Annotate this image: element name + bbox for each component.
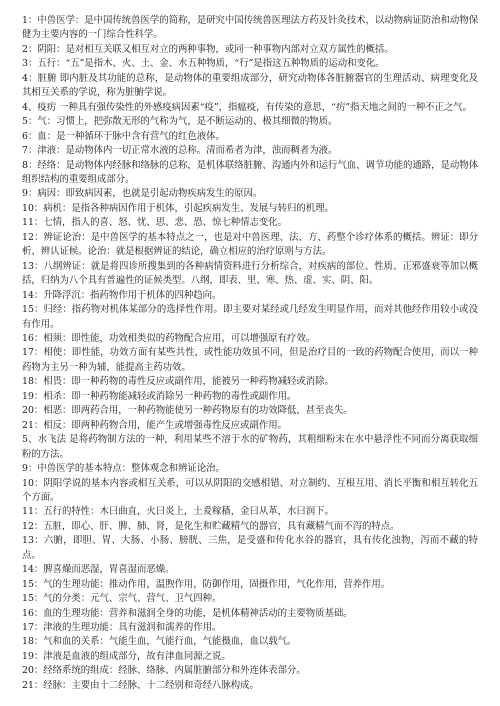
entry-21: 20：相恶：即两药合用，一种药物能使另一种药物原有的功效降低，甚至丧失。 — [22, 405, 353, 417]
entry-11: 10：病机：是指各种病因作用于机体，引起疾病发生、发展与转归的机理。 — [22, 202, 334, 214]
entry-14: 13：八纲辨证：就是将四诊所搜集到的各种病情资料进行分析综合，对疾病的部位、性质、正邪盛衰等加以概括，归纳为八个具有普遍性的证候类型。八纲，即表、里、寒、热、虚、实、阴、阳。 — [22, 260, 478, 287]
entry-26: 11：五行的特性：木曰曲直，火曰炎上，土爰稼穑，金曰从革，水曰润下。 — [22, 506, 334, 518]
entry-16: 15：归经：指药物对机体某部分的选择性作用。即主要对某经或几经发生明显作用，而对其他经作用较小或没有作用。 — [22, 304, 478, 330]
entry-29: 14：脾喜燥而恶湿，胃喜湿而恶燥。 — [22, 564, 175, 576]
entry-12: 11：七情，指人的喜、怒、忧、思、悲、恐、惊七种情志变化。 — [22, 217, 288, 229]
entry-30: 15：气的生理功能：推动作用，温煦作用，防御作用，固摄作用，气化作用，营养作用。 — [22, 578, 391, 590]
entry-24: 9：中兽医学的基本特点：整体观念和辨证论治。 — [22, 463, 225, 475]
entry-18: 17：相使：即性能，功效方面有某些共性，或性能功效虽不同，但是治疗目的一致的药物配合使用，而以一种药物为主另一种为辅，能提高主药功效。 — [22, 347, 478, 373]
entry-2: 2：阴阳：是对相互关联又相互对立的两种事物，或同一种事物内部对立双方属性的概括。 — [22, 43, 394, 55]
entry-31: 15：气的分类：元气、宗气、营气、卫气四种。 — [22, 593, 222, 605]
entry-3: 3：五行：“五”是指木、火、土、金、水五种物质，“行”是指这五种物质的运动和变化。 — [22, 58, 385, 70]
entry-23: 5、水飞法 是将药物制方法的一种，利用某些不溶于水的矿物药，其粗细粉末在水中悬浮性不同而分离获取细粉的方法。 — [22, 434, 478, 460]
entry-7: 6：血：是一种循环于脉中含有营气的红色液体。 — [22, 130, 225, 142]
entry-27: 12：五脏，即心、肝、脾、肺、肾，是化生和贮藏精气的器官，具有藏精气而不泻的特点。 — [22, 520, 400, 532]
entry-1: 1：中兽医学：是中国传统兽医学的简称，是研究中国传统兽医理法方药及针灸技术，以动物病证防治和动物保健为主要内容的一门综合性科学。 — [22, 15, 478, 41]
entry-9: 8：经络：是动物体内经脉和络脉的总称，是机体联络脏腑、沟通内外和运行气血、调节功能的通路，是动物体组织结构的重要组成部分。 — [22, 159, 478, 185]
entry-36: 20：经络系统的组成：经脉、络脉、内属脏腑部分和外连体表部分。 — [22, 665, 306, 677]
entry-25: 10：阴阳学说的基本内容或相互关系，可以从阴阳的交感相错、对立制约、互根互用、消长平衡和相互转化五个方面。 — [22, 477, 478, 503]
entry-20: 19：相杀：即一种药物能减轻或消除另一种药物的毒性或副作用。 — [22, 390, 297, 402]
entry-19: 18：相畏：即一种药物的毒性反应或副作用，能被另一种药物减轻或消除。 — [22, 376, 334, 388]
entry-8: 7：津液：是动物体内一切正常水液的总称。清而希者为津，浊而稠者为液。 — [22, 145, 338, 157]
entry-37: 21：经脉：主要由十二经脉、十二经别和奇经八脉构成。 — [22, 679, 259, 691]
entry-13: 12：辨证论治：是中兽医学的基本特点之一，也是对中兽医理、法、方、药整个诊疗体系的概括。辨证：即分析、辨认证候。论治：就是根据辨证的结论，确立相应的治疗原则与方法。 — [22, 231, 478, 258]
entry-28: 13：六腑，即胆、胃、大肠、小肠、膀胱、三焦，是受盛和传化水谷的器官，具有传化浊物，泻而不藏的特点。 — [22, 535, 478, 561]
entry-32: 16：血的生理功能：营养和滋润全身的功能，是机体精神活动的主要物质基础。 — [22, 607, 353, 619]
entry-34: 18：气和血的关系：气能生血，气能行血，气能摄血，血以载气。 — [22, 636, 297, 648]
entry-22: 21：相反：即两种药物合用，能产生或增强毒性反应或副作用。 — [22, 419, 288, 431]
entry-6: 5：气：习惯上，把弥散无形的气称为气，是不断运动的、极其细微的物质。 — [22, 116, 338, 128]
entry-15: 14：升降浮沉：指药物作用于机体的四种趋向。 — [22, 289, 222, 301]
entry-10: 9：病因：即致病因素，也就是引起动物疾病发生的原因。 — [22, 188, 263, 200]
entry-35: 19：津液是血液的组成部分，故有津血同源之说。 — [22, 650, 231, 662]
entry-33: 17：津液的生理功能：具有滋润和濡养的作用。 — [22, 622, 222, 634]
entry-17: 16：相须：即性能，功效相类似的药物配合应用，可以增强原有疗效。 — [22, 332, 316, 344]
entry-4: 4：脏腑 即内脏及其功能的总称，是动物体的重要组成部分，研究动物体各脏腑器官的生理活动、病理变化及其相互关系的学说，称为脏腑学说。 — [22, 72, 478, 99]
entry-5: 4、疫疠 一种具有强传染性的外感疫病因素“疫”，指瘟疫，有传染的意思，“疠”指天地之间的一种不正之气。 — [22, 101, 472, 113]
